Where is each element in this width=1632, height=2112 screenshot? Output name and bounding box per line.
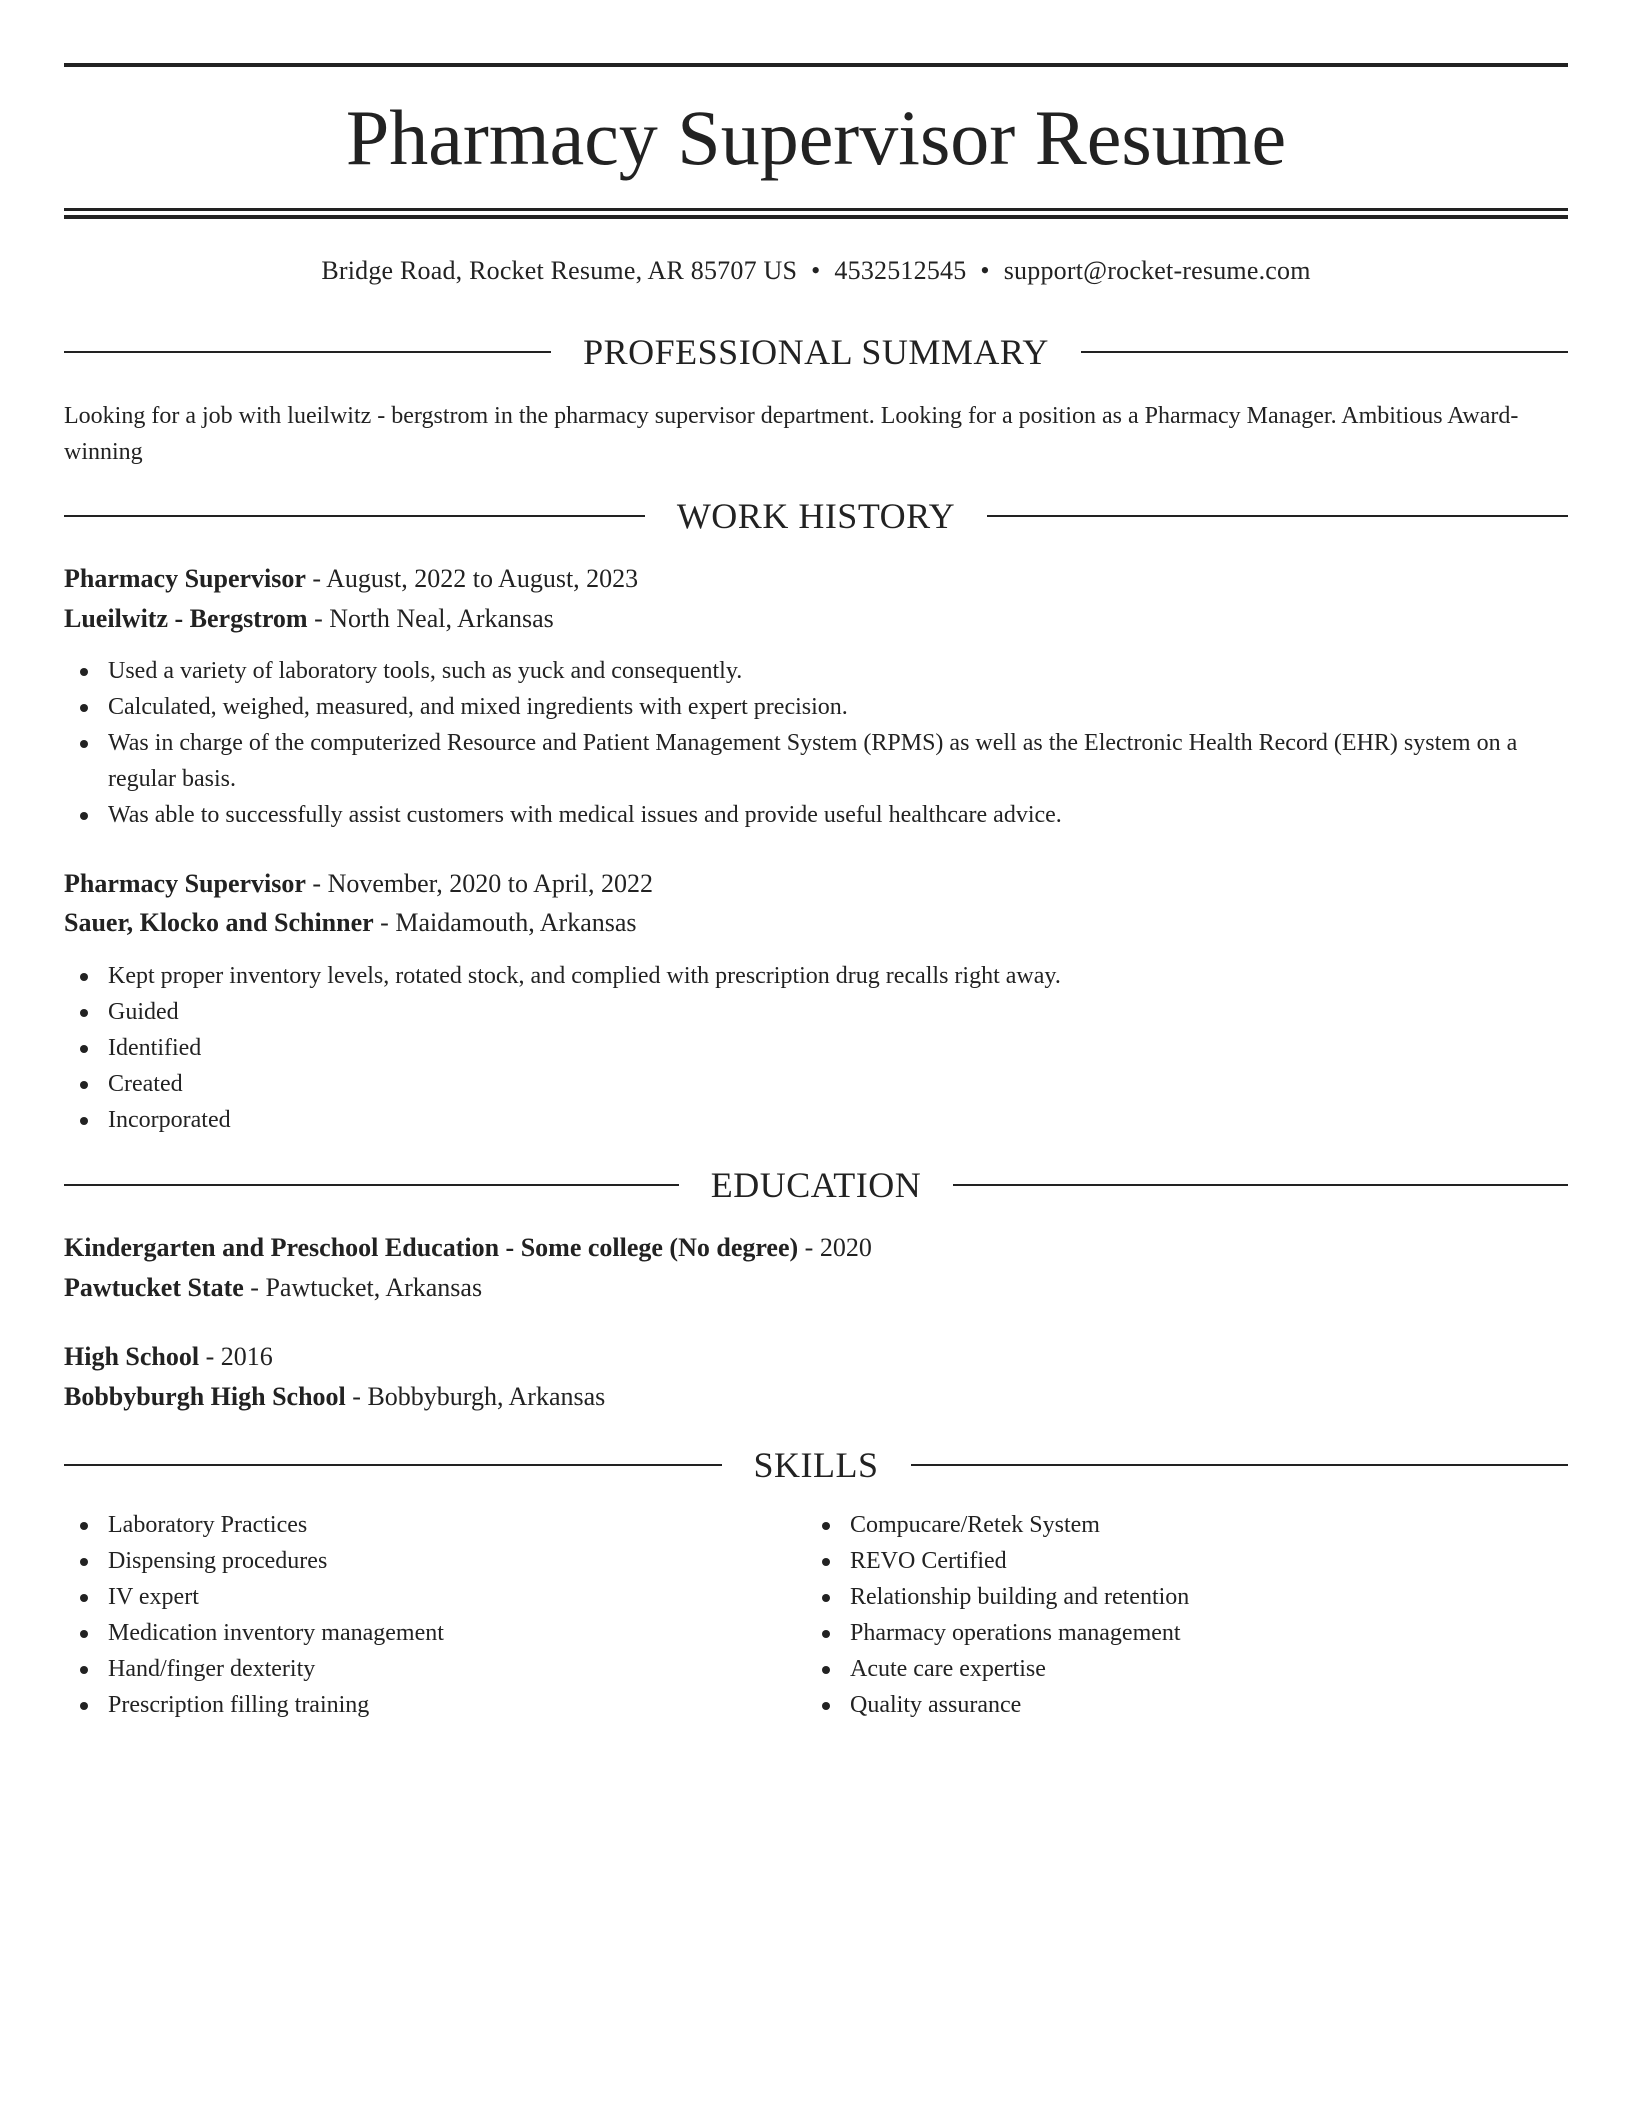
education-degree-line — [64, 1230, 1568, 1266]
heading-rule — [911, 1464, 1569, 1466]
job-dates: - November, 2020 to April, 2022 — [312, 869, 653, 898]
list-item: Was in charge of the computerized Resource and Patient Management System (RPMS) as well as the Electronic Health Record (EHR) system on a regular basis. — [64, 725, 1568, 797]
education-school: Bobbyburgh High School — [64, 1382, 346, 1411]
list-item: Was able to successfully assist customers with medical issues and provide useful healthcare advice. — [64, 797, 1568, 833]
title-rule-upper — [64, 208, 1568, 211]
list-item: Identified — [64, 1030, 1568, 1066]
job-company: Lueilwitz - Bergstrom — [64, 604, 308, 633]
education-degree-line — [64, 1339, 1568, 1375]
contact-line — [64, 254, 1568, 288]
list-item: Guided — [64, 994, 1568, 1030]
job-bullets — [64, 653, 1568, 833]
skill-item: Relationship building and retention — [806, 1579, 1632, 1615]
skill-item: Medication inventory management — [64, 1615, 1568, 1651]
list-item: Calculated, weighed, measured, and mixed ingredients with expert precision. — [64, 689, 1568, 725]
job-dates: - August, 2022 to August, 2023 — [312, 564, 639, 593]
skill-item: Quality assurance — [806, 1687, 1632, 1723]
contact-separator: • — [980, 256, 990, 285]
education-year: - 2016 — [205, 1342, 273, 1371]
skill-item: Dispensing procedures — [64, 1543, 1568, 1579]
heading-rule — [1081, 351, 1568, 353]
job-company-line — [64, 905, 1568, 941]
skill-item: Laboratory Practices — [64, 1507, 1568, 1543]
contact-phone: 4532512545 — [834, 256, 967, 285]
skill-item: Acute care expertise — [806, 1651, 1632, 1687]
heading-rule — [64, 1184, 679, 1186]
section-heading-work — [64, 494, 1568, 538]
list-item: Used a variety of laboratory tools, such as yuck and consequently. — [64, 653, 1568, 689]
skill-item: Prescription filling training — [64, 1687, 1568, 1723]
section-title: PROFESSIONAL SUMMARY — [583, 332, 1049, 372]
job-title-line — [64, 866, 1568, 902]
heading-rule — [64, 515, 645, 517]
job-role: Pharmacy Supervisor — [64, 869, 306, 898]
job-company-line — [64, 601, 1568, 637]
contact-address: Bridge Road, Rocket Resume, AR 85707 US — [321, 256, 798, 285]
top-rule — [64, 63, 1568, 67]
section-heading-skills — [64, 1443, 1568, 1487]
job-location: - North Neal, Arkansas — [314, 604, 554, 633]
heading-rule — [64, 351, 551, 353]
job-company: Sauer, Klocko and Schinner — [64, 908, 374, 937]
section-title: SKILLS — [753, 1445, 879, 1485]
section-heading-summary — [64, 330, 1568, 374]
section-title: EDUCATION — [710, 1165, 922, 1205]
education-degree: High School — [64, 1342, 200, 1371]
title-rule-lower — [64, 215, 1568, 219]
skills-list-right — [806, 1507, 1632, 1723]
summary-text: Looking for a job with lueilwitz - bergstrom in the pharmacy supervisor department. Looking for a position as a Pharmacy Manager. Ambitious Award-winning — [64, 403, 1519, 465]
education-year: - 2020 — [804, 1233, 872, 1262]
job-role: Pharmacy Supervisor — [64, 564, 306, 593]
education-school: Pawtucket State — [64, 1273, 244, 1302]
education-degree: Kindergarten and Preschool Education - Some college (No degree) — [64, 1233, 799, 1262]
skill-item: Hand/finger dexterity — [64, 1651, 1568, 1687]
job-title-line — [64, 561, 1568, 597]
job-location: - Maidamouth, Arkansas — [380, 908, 637, 937]
section-title: WORK HISTORY — [676, 496, 956, 536]
list-item: Incorporated — [64, 1102, 1568, 1138]
list-item: Created — [64, 1066, 1568, 1102]
skill-item: Pharmacy operations management — [806, 1615, 1632, 1651]
skill-item: Compucare/Retek System — [806, 1507, 1632, 1543]
heading-rule — [64, 1464, 722, 1466]
heading-rule — [987, 515, 1568, 517]
list-item: Kept proper inventory levels, rotated stock, and complied with prescription drug recalls right away. — [64, 958, 1568, 994]
education-school-line — [64, 1379, 1568, 1415]
section-heading-education — [64, 1163, 1568, 1207]
heading-rule — [953, 1184, 1568, 1186]
page-title: Pharmacy Supervisor Resume — [345, 94, 1287, 181]
education-location: - Bobbyburgh, Arkansas — [352, 1382, 606, 1411]
contact-email: support@rocket-resume.com — [1003, 256, 1311, 285]
education-school-line — [64, 1270, 1568, 1306]
job-bullets — [64, 958, 1568, 1138]
education-location: - Pawtucket, Arkansas — [250, 1273, 483, 1302]
contact-separator: • — [811, 256, 821, 285]
skill-item: IV expert — [64, 1579, 1568, 1615]
skill-item: REVO Certified — [806, 1543, 1632, 1579]
